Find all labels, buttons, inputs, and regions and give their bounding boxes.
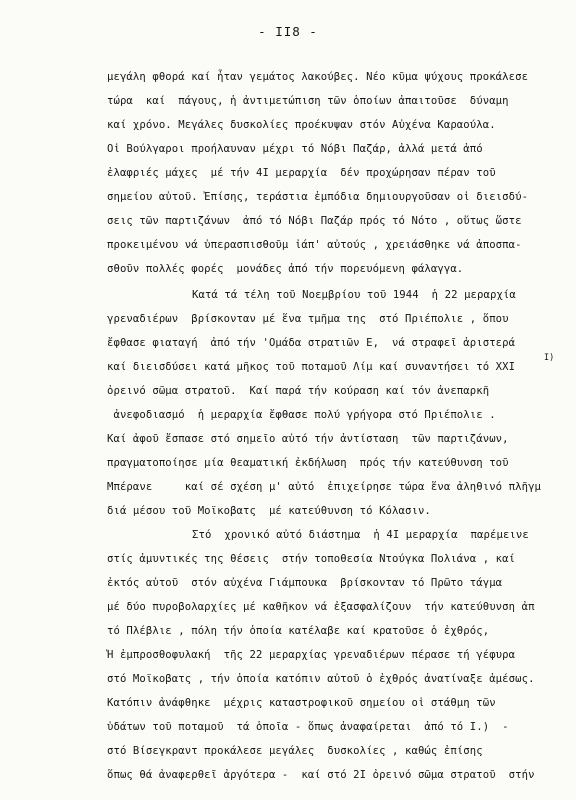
text-line: Κατά τά τέλη τοῦ Νοεμβρίου τοῦ 1944 ἡ 22 μεραρχία [192, 289, 516, 301]
text-line: στό Βίσεγκραντ προκάλεσε μεγάλες δυσκολίες , καθώς ἐπίσης [107, 745, 483, 757]
text-line: ἀνεφοδιασμό ἡ μεραρχία ἔφθασε πολύ γρήγορα στό Πριέπολιε . [107, 409, 496, 421]
text-line: καί χρόνο. Μεγάλες δυσκολίες προέκυψαν στόν Αὐχένα Καραούλα. [107, 119, 496, 131]
text-line: Ἡ ἐμπροσθοφυλακή τῆς 22 μεραρχίας γρεναδιέρων πέρασε τή γέφυρα [107, 649, 516, 661]
text-line: ἐκτός αὐτοῦ στόν αὐχένα Γιάμπουκα βρίσκονταν τό Πρῶτο τάγμα [107, 577, 503, 589]
text-line: Στό χρονικό αὐτό διάστημα ἡ 4I μεραρχία παρέμεινε [192, 529, 529, 541]
text-line: τώρα καί πάγους, ἡ ἀντιμετώπιση τῶν ὁποίων ἀπαιτοῦσε δύναμη [107, 95, 509, 107]
page-number: - II8 - [258, 24, 318, 39]
text-line: τό Πλέβλιε , πόλη τήν ὁποία κατέλαβε καί κρατοῦσε ὁ ἐχθρός, [107, 625, 490, 637]
text-line: σθοῦν πολλές φορές μονάδες ἀπό τήν πορευόμενη φάλαγγα. [107, 263, 464, 275]
text-line: ἔφθασε φιαταγή ἀπό τήν 'Ομάδα στρατιῶν Ε, νά στραφεῖ ἀριστερά [107, 337, 516, 349]
text-line: γρεναδιέρων βρίσκονταν μέ ἕνα τμῆμα της στό Πριέπολιε , ὅπου [107, 313, 509, 325]
text-line: ὅπως θά ἀναφερθεῖ ἀργότερα - καί στό 2Ι ὀρεινό σῶμα στρατοῦ στήν [107, 769, 535, 781]
text-line: ὀρεινό σῶμα στρατοῦ. Καί παρά τήν κούραση καί τόν ἀνεπαρκῆ [107, 385, 490, 397]
text-line: Μπέρανε καί σέ σχέση μ' αὐτό ἐπιχείρησε τώρα ἕνα ἀληθινό πλῆγμ [107, 481, 542, 493]
text-line: ὑδάτων τοῦ ποταμοῦ τά ὁποῖα - ὅπως ἀναφαίρεται ἀπό τό Ι.) - [107, 721, 509, 733]
text-line: μεγάλη φθορά καί ἦταν γεμάτος λακούβες. Νέο κῦμα ψύχους προκάλεσε [107, 71, 529, 83]
text-line: προκειμένου νά ὑπερασπισθοῦμ ἰάπ' αὐτούς , χρειάσθηκε νά ἀποσπα- [107, 239, 522, 251]
text-line: Καί ἀφοῦ ἔσπασε στό σημεῖο αὐτό τήν ἀντίσταση τῶν παρτιζάνων, [107, 433, 509, 445]
text-line: σεις τῶν παρτιζάνων ἀπό τό Νόβι Παζάρ πρός τό Νότο , οὕτως ὥστε [107, 215, 522, 227]
text-line: πραγματοποίησε μία θεαματική ἐκδήλωση πρός τήν κατεύθυνση τοῦ [107, 457, 509, 469]
text-line: σημείου αὐτοῦ. Ἐπίσης, τεράστια ἐμπόδια δημιουργοῦσαν οἱ διεισδύ- [107, 191, 529, 203]
text-line: Οἱ Βούλγαροι προήλαυναν μέχρι τό Νόβι Παζάρ, ἀλλά μετά ἀπό [107, 143, 483, 155]
text-line: διά μέσου τοῦ Μοϊκοβατς μέ κατεύθυνση τό Κόλασιν. [107, 505, 431, 517]
text-line: μέ δύο πυροβολαρχίες μέ καθῆκον νά ἐξασφαλίζουν τήν κατεύθυνση ἀπ [107, 601, 535, 613]
text-line: στίς ἀμυντικές της θέσεις στήν τοποθεσία Ντούγκα Πολιάνα , καί [107, 553, 516, 565]
text-line: ἐλαφριές μάχες μέ τήν 4I μεραρχία δέν προχώρησαν πέραν τοῦ [107, 167, 496, 179]
text-line: Κατόπιν ἀνάφθηκε μέχρις καταστροφικοῦ σημείου οἱ στάθμη τῶν [107, 697, 496, 709]
footnote-marker: I) [544, 353, 555, 363]
text-line: καί διεισδύσει κατά μῆκος τοῦ ποταμοῦ Λίμ καί συναντήσει τό XXI [107, 361, 516, 373]
text-line: στό Μοϊκοβατς , τήν ὁποία κατόπιν αὐτοῦ ὁ ἐχθρός ἀνατίναξε ἀμέσως. [107, 673, 535, 685]
